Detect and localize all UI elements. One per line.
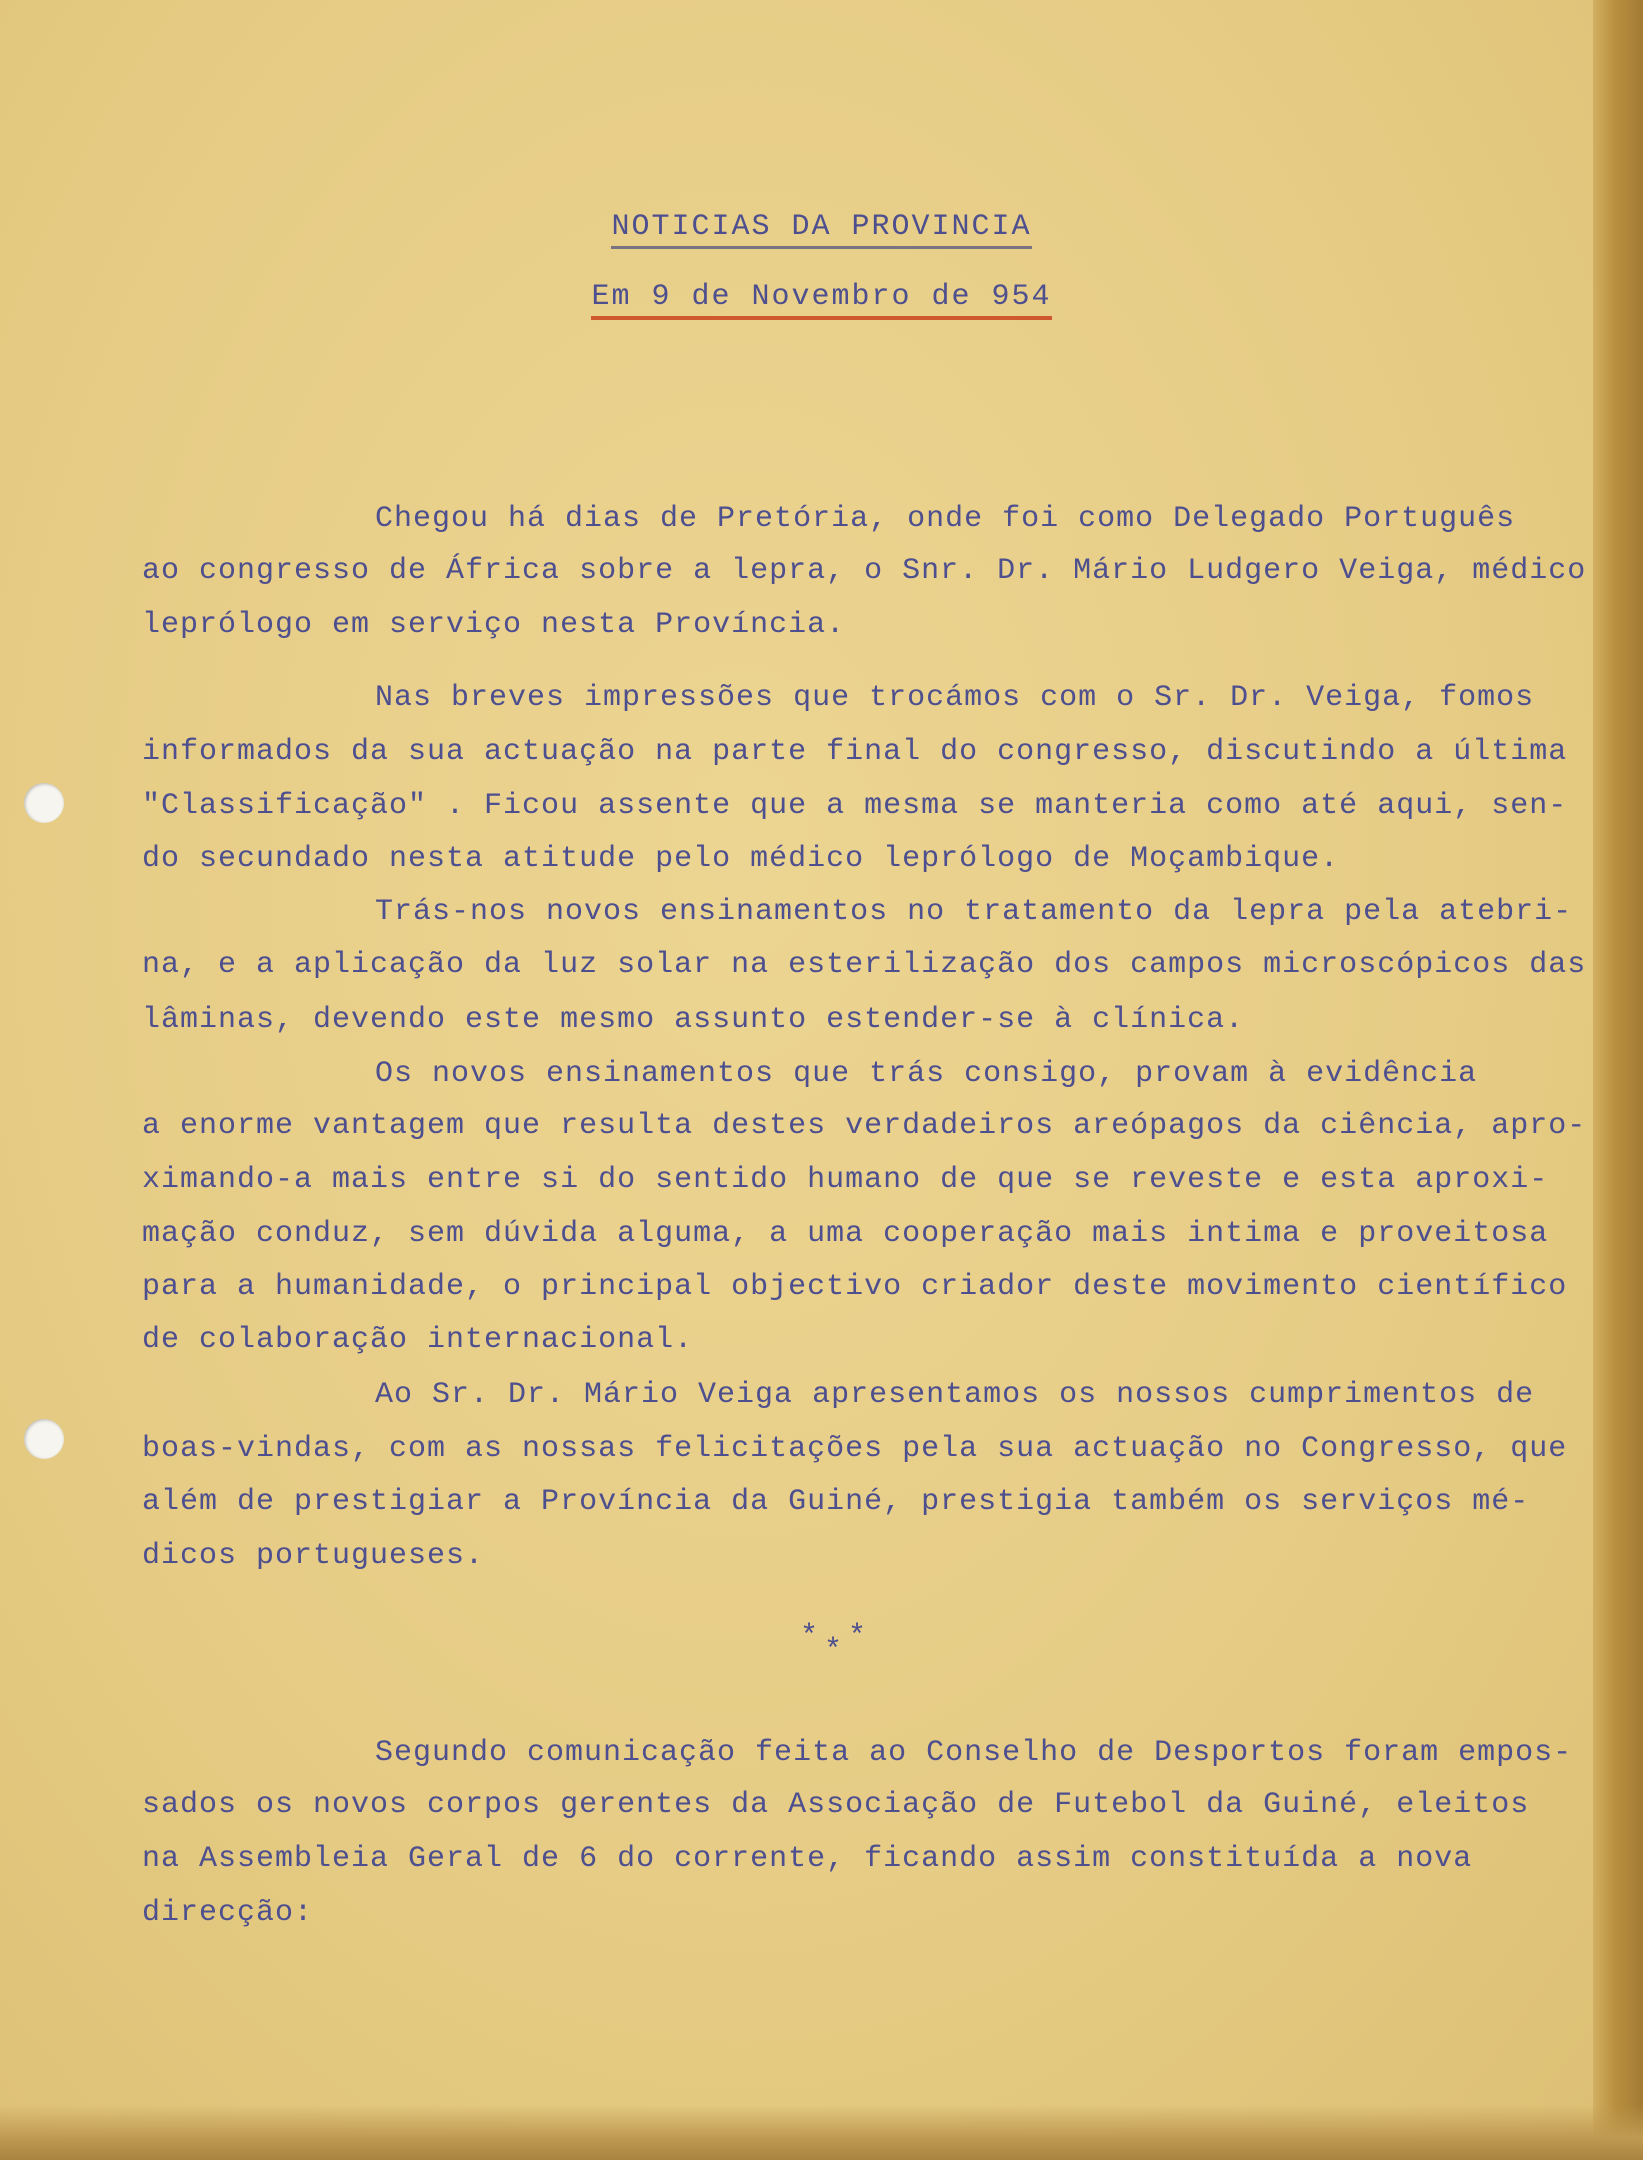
text-line: sados os novos corpos gerentes da Associação de Futebol da Guiné, eleitos [142,1788,1530,1822]
text-line: boas-vindas, com as nossas felicitações pela sua actuação no Congresso, que [142,1432,1568,1466]
text-line: Trás-nos novos ensinamentos no tratamento da lepra pela atebri- [375,895,1573,929]
text-line: Chegou há dias de Pretória, onde foi como Delegado Português [375,502,1516,536]
text-line: Os novos ensinamentos que trás consigo, provam à evidência [375,1057,1478,1091]
text-line: Segundo comunicação feita ao Conselho de Desportos foram empos- [375,1736,1573,1770]
section-separator [800,1620,873,1668]
text-line: na, e a aplicação da luz solar na esterilização dos campos microscópicos das [142,948,1587,982]
document-date-text: Em 9 de Novembro de 954 [591,280,1051,320]
document-date [0,280,1643,314]
separator-star: * [800,1620,825,1654]
text-line: para a humanidade, o principal objectivo criador deste movimento científico [142,1270,1568,1304]
text-line: ximando-a mais entre si do sentido humano de que se reveste e esta aproxi- [142,1163,1549,1197]
text-line: a enorme vantagem que resulta destes verdadeiros areópagos da ciência, apro- [142,1109,1587,1143]
text-line: leprólogo em serviço nesta Província. [142,608,846,642]
text-line: além de prestigiar a Província da Guiné, prestigia também os serviços mé- [142,1485,1530,1519]
separator-star: * [848,1620,873,1654]
text-line: na Assembleia Geral de 6 do corrente, ficando assim constituída a nova [142,1842,1473,1876]
separator-star: * [824,1634,849,1668]
paper-right-edge [1593,0,1643,2160]
paper-bottom-edge [0,2105,1643,2160]
text-line: de colaboração internacional. [142,1323,694,1357]
punch-hole [24,1419,64,1459]
punch-hole [24,783,64,823]
text-line: direcção: [142,1896,314,1930]
text-line: Ao Sr. Dr. Mário Veiga apresentamos os nossos cumprimentos de [375,1378,1535,1412]
document-title [0,210,1643,244]
text-line: ao congresso de África sobre a lepra, o Snr. Dr. Mário Ludgero Veiga, médico [142,554,1587,588]
text-line: "Classificação" . Ficou assente que a mesma se manteria como até aqui, sen- [142,789,1568,823]
text-line: informados da sua actuação na parte final do congresso, discutindo a última [142,735,1568,769]
text-line: lâminas, devendo este mesmo assunto estender-se à clínica. [142,1003,1245,1037]
text-line: dicos portugueses. [142,1539,485,1573]
text-line: mação conduz, sem dúvida alguma, a uma cooperação mais intima e proveitosa [142,1217,1549,1251]
document-title-text: NOTICIAS DA PROVINCIA [611,210,1031,249]
text-line: Nas breves impressões que trocámos com o Sr. Dr. Veiga, fomos [375,681,1535,715]
text-line: do secundado nesta atitude pelo médico leprólogo de Moçambique. [142,842,1340,876]
